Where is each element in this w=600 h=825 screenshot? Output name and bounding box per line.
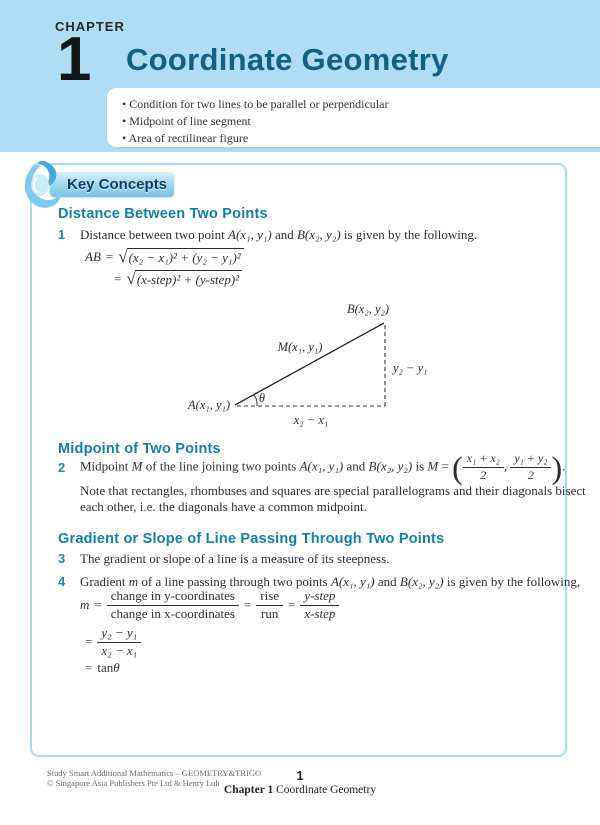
section-heading-gradient: Gradient or Slope of Line Passing Through Two Points	[58, 531, 445, 547]
key-concepts-label: Key Concepts	[67, 176, 168, 193]
text-fragment: of the line joining two points	[142, 458, 300, 474]
point-a-math: A(x₁, y₁)	[330, 574, 375, 589]
formula-line-2	[85, 270, 244, 288]
page-number: 1	[296, 768, 304, 783]
list-item-1	[58, 227, 477, 243]
m-var: M	[427, 458, 439, 474]
text-fragment: is	[412, 458, 428, 474]
note-line: Note that rectangles, rhombuses and squares are special parallelograms and their diagonals bisect	[80, 483, 586, 498]
label-theta: θ	[258, 391, 266, 405]
text-fragment: and	[271, 227, 297, 242]
topic-item: • Area of rectilinear figure	[122, 130, 590, 147]
fraction-numerator: change in y-coordinates	[107, 589, 239, 606]
equals-sign: =	[105, 249, 114, 264]
distance-formula	[85, 248, 244, 292]
item-text: The gradient or slope of a line is a measure of its steepness.	[80, 551, 390, 566]
fraction-numerator: x₁ + x₂	[463, 452, 504, 468]
period: .	[562, 458, 566, 474]
equals-sign: =	[85, 634, 93, 650]
gradient-formula-coords	[80, 626, 141, 659]
page-title: Coordinate Geometry	[126, 42, 449, 77]
text-fragment: Gradient	[80, 574, 129, 589]
comma: ,	[503, 458, 511, 474]
text-fragment: is given by the following.	[340, 227, 478, 242]
chapter-topics-list	[122, 96, 590, 147]
equals-sign: =	[114, 271, 122, 286]
item-text	[80, 449, 566, 486]
topic-item: • Condition for two lines to be parallel or perpendicular	[122, 96, 590, 113]
text-fragment: and	[343, 458, 369, 474]
fraction-numerator: y₂ − y₁	[97, 626, 141, 643]
fraction-denominator: run	[260, 605, 279, 621]
label-point-b: B(x₂, y₂)	[347, 302, 389, 316]
theta-var: θ	[113, 660, 120, 675]
angle-arc	[254, 395, 258, 406]
chapter-label: CHAPTER	[55, 19, 125, 34]
chapter-number: 1	[57, 25, 92, 94]
point-b-math: B(x₂, y₂)	[296, 227, 341, 242]
footer-center	[150, 768, 450, 796]
fraction-y	[510, 452, 551, 483]
close-paren: )	[551, 449, 563, 486]
fraction-rise-run	[256, 589, 283, 622]
gradient-formula-tan	[80, 660, 120, 676]
label-y-diff: y₂ − y₁	[393, 361, 428, 375]
item-number: 4	[58, 574, 66, 589]
formula-line-1	[85, 248, 244, 266]
equals-sign: =	[85, 660, 93, 675]
credit-line: Study Smart Additional Mathematics – GEOMETRY&TRIGO	[47, 768, 262, 778]
topic-item: • Midpoint of line segment	[122, 113, 590, 130]
note-line: each other, i.e. the diagonals have a common midpoint.	[80, 498, 367, 514]
radical-sign: √	[126, 269, 136, 288]
item-number: 2	[58, 459, 66, 475]
point-a-math: A(x₁, y₁)	[299, 458, 344, 474]
equals-sign: =	[94, 597, 102, 613]
fraction-words	[107, 589, 239, 622]
water-splash-icon	[23, 159, 63, 211]
equals-sign: =	[438, 458, 453, 474]
label-x-diff: x₂ − x₁	[293, 413, 329, 427]
item-text	[80, 227, 477, 243]
section-heading-distance: Distance Between Two Points	[58, 206, 268, 222]
m-var: m	[128, 574, 139, 589]
radicand: (x-step)² + (y-step)²	[135, 270, 242, 288]
formula-line	[80, 626, 141, 659]
radical-sign: √	[118, 247, 128, 266]
formula-lhs: m	[80, 597, 90, 613]
formula-line	[80, 660, 120, 676]
radical	[126, 270, 242, 288]
fraction-numerator: y₁ + y₂	[510, 452, 551, 468]
text-fragment: Midpoint	[80, 458, 132, 474]
fraction-x	[463, 452, 504, 483]
tan-label: tan	[97, 660, 114, 675]
text-fragment: and	[374, 574, 400, 589]
fraction-denominator: change in x-coordinates	[110, 605, 235, 621]
open-paren: (	[452, 449, 463, 486]
text-fragment: of a line passing through two points	[138, 574, 331, 589]
chapter-topics-box	[107, 88, 600, 147]
chapter-reference	[150, 784, 450, 796]
credit-line: © Singapore Asia Publishers Pte Ltd & Henry Loh	[47, 777, 220, 788]
chapter-ref-bold: Chapter 1	[223, 784, 274, 796]
text-fragment: Distance between two point	[80, 227, 229, 242]
fraction-numerator: rise	[256, 589, 283, 606]
chapter-ref-title: Coordinate Geometry	[276, 784, 377, 796]
gradient-formula	[80, 589, 339, 622]
fraction-denominator: 2	[527, 467, 534, 482]
list-item-3	[58, 551, 389, 567]
point-b-math: B(x₂, y₂)	[368, 458, 413, 474]
chapter-header	[0, 0, 600, 152]
radical	[118, 248, 243, 266]
section-heading-midpoint: Midpoint of Two Points	[58, 441, 221, 457]
fraction-numerator: y-step	[300, 589, 339, 606]
label-point-a: A(x₁, y₁)	[188, 398, 230, 412]
formula-line	[80, 589, 339, 622]
item-number: 3	[58, 551, 66, 566]
radicand: (x₂ − x₁)² + (y₂ − y₁)²	[127, 248, 244, 266]
formula-lhs: AB	[85, 249, 101, 264]
m-var: M	[131, 458, 143, 474]
line-ab	[235, 323, 384, 405]
distance-diagram	[158, 296, 470, 436]
fraction-denominator: x-step	[304, 605, 336, 621]
fraction-denominator: 2	[480, 467, 487, 482]
point-a-math: A(x₁, y₁)	[228, 227, 272, 242]
fraction-coords	[97, 626, 141, 659]
equals-sign: =	[243, 597, 252, 613]
item-number: 1	[58, 227, 66, 242]
midpoint-note	[80, 483, 586, 514]
fraction-step	[300, 589, 339, 622]
text-fragment: is given by the following,	[443, 574, 581, 589]
label-point-m: M(x₁, y₁)	[277, 340, 323, 354]
equals-sign: =	[288, 597, 296, 613]
fraction-denominator: x₂ − x₁	[101, 642, 138, 658]
key-concepts-banner	[50, 172, 174, 197]
point-b-math: B(x₂, y₂)	[399, 574, 444, 589]
